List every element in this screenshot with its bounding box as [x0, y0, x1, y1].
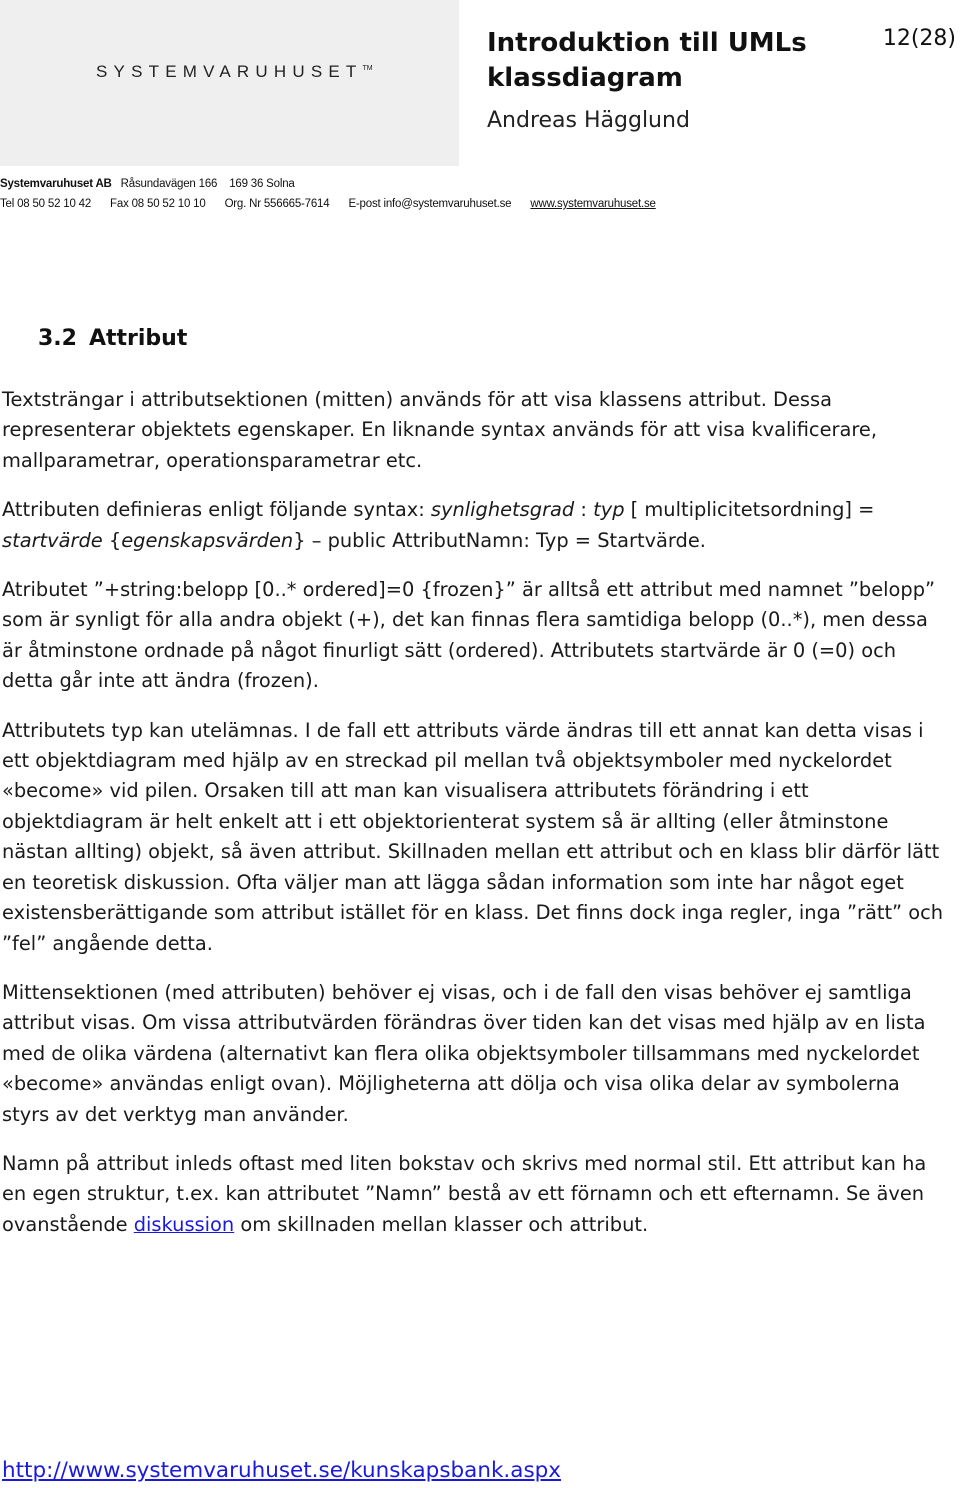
footer-url-link[interactable]: http://www.systemvaruhuset.se/kunskapsbank.aspx [2, 1458, 562, 1483]
company-address: Råsundavägen 166 [120, 178, 218, 190]
document-title: Introduktion till UMLs klassdiagram [487, 28, 807, 93]
logo-text: SYSTEMVARUHUSET [96, 62, 363, 81]
logo-banner [0, 0, 459, 166]
syntax-example: } – public AttributNamn: Typ = Startvärde. [293, 528, 706, 552]
syntax-separator: { [102, 528, 122, 552]
logo-trademark: TM [362, 65, 373, 72]
org-number: Org. Nr 556665-7614 [224, 198, 330, 210]
contact-info-line [0, 198, 656, 210]
page-number: 12(28) [882, 26, 956, 51]
syntax-term-default: startvärde [2, 528, 103, 552]
website-link[interactable]: www.systemvaruhuset.se [530, 198, 656, 210]
company-logo [96, 62, 373, 82]
paragraph-middle-section: Mittensektionen (med attributen) behöver ej visas, och i de fall den visas behöver ej samtliga attribut visas. Om vissa attributvärden förändras över tiden kan det visas med hjälp av en lista med de olika värdena (alternativt kan flera olika objektsymboler tillsammans med nyckelordet «become» användas enligt ovan). Möjligheterna att dölja och visa olika delar av symbolerna styrs av det verktyg man använder. [2, 980, 926, 1126]
discussion-link[interactable]: diskussion [133, 1212, 235, 1236]
section-heading [38, 326, 187, 351]
company-info-line [0, 178, 295, 190]
phone-number: Tel 08 50 52 10 42 [0, 198, 92, 210]
email-address: E-post info@systemvaruhuset.se [348, 198, 512, 210]
fax-number: Fax 08 50 52 10 10 [110, 198, 206, 210]
paragraph-syntax [2, 495, 952, 556]
syntax-separator: : [574, 498, 594, 522]
section-body [2, 385, 952, 1259]
naming-text: Namn på attribut inleds oftast med liten bokstav och skrivs med normal stil. Ett attribut kan ha en egen struktur, t.ex. kan attributet ”Namn” bestå av ett förnamn och ett efternamn. Se även ovanstående [2, 1151, 927, 1236]
section-number: 3.2 [38, 326, 77, 351]
paragraph-type-omission: Attributets typ kan utelämnas. I de fall ett attributs värde ändras till ett annat kan detta visas i ett objektdiagram med hjälp av en streckad pil mellan två objektsymboler med nyckelordet «become» vid pilen. Orsaken till att man kan visualisera attributets förändring i ett objektdiagram är helt enkelt att i ett objektorienterat system så är allting (eller åtminstone nästan allting) objekt, så även attribut. Skillnaden mellan ett attribut och en klass blir därför lätt en teoretisk diskussion. Ofta väljer man att lägga sådan information som inte har något eget existensberättigande som attribut istället för en klass. Det finns dock inga regler, inga ”rätt” och ”fel” angående detta. [2, 718, 944, 955]
syntax-term-visibility: synlighetsgrad [430, 498, 575, 522]
syntax-term-type: typ [593, 498, 625, 522]
company-postal: 169 36 Solna [229, 178, 295, 190]
author-name: Andreas Hägglund [487, 108, 690, 133]
company-name: Systemvaruhuset AB [0, 178, 112, 190]
naming-text-end: om skillnaden mellan klasser och attribut. [234, 1212, 649, 1236]
section-title: Attribut [88, 326, 188, 351]
paragraph-intro: Textsträngar i attributsektionen (mitten) används för att visa klassens attribut. Dessa representerar objektets egenskaper. En liknande syntax används för att visa kvalificerare, mallparametrar, operationsparametrar etc. [2, 388, 878, 472]
syntax-term-properties: egenskapsvärden [121, 528, 294, 552]
paragraph-example: Atributet ”+string:belopp [0..* ordered]=0 {frozen}” är alltså ett attribut med namnet ”belopp” som är synligt för alla andra objekt (+), det kan finnas flera samtidiga belopp (0..*), men dessa är åtminstone ordnade på något finurligt sätt (ordered). Attributets startvärde är 0 (=0) och detta går inte att ändra (frozen). [2, 578, 936, 693]
syntax-intro: Attributen definieras enligt följande syntax: [2, 498, 431, 522]
syntax-separator: [ multiplicitetsordning] = [624, 498, 875, 522]
paragraph-naming [2, 1149, 952, 1240]
